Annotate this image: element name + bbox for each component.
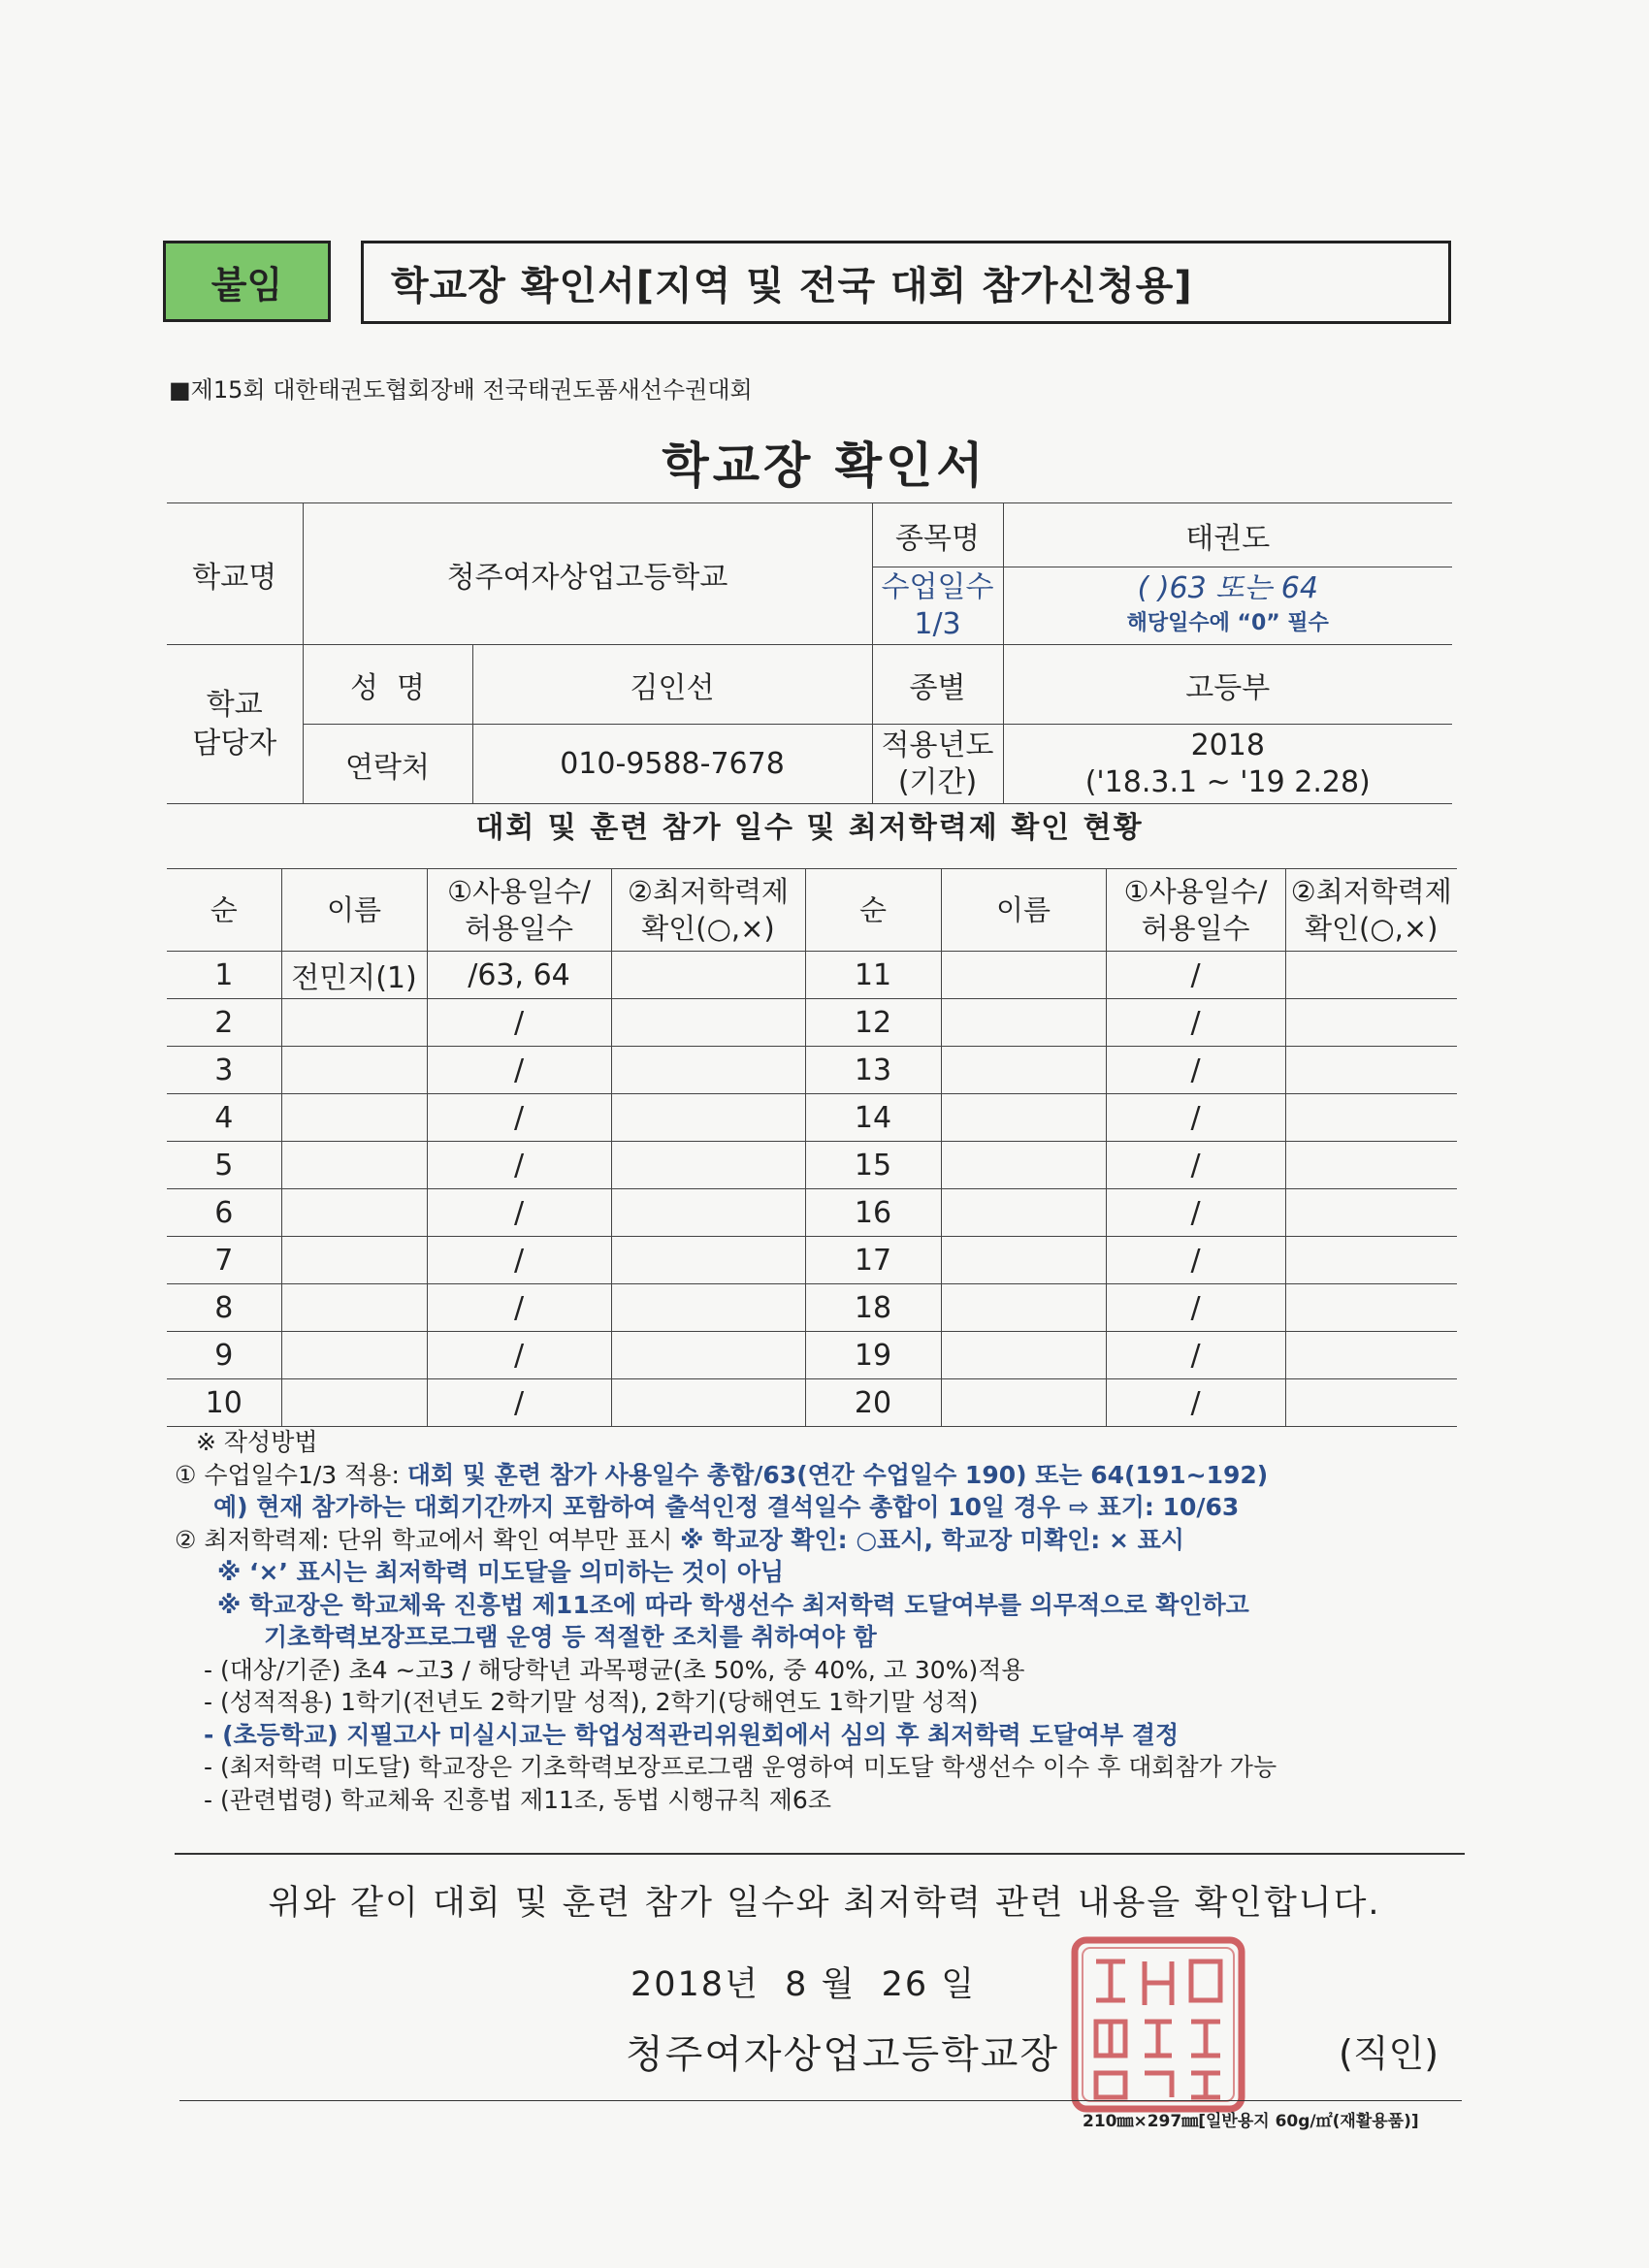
row-name [281,1379,427,1427]
row-no: 9 [167,1332,281,1379]
note-2 [175,1524,1277,1557]
header-check-right [1285,869,1457,952]
row-check [611,1332,805,1379]
row-check [611,1142,805,1189]
row-days-right: / [1106,1379,1285,1427]
row-days-right: / [1106,1094,1285,1142]
header-no-right: 순 [805,869,941,952]
header-days-right [1106,869,1285,952]
division-value: 고등부 [1003,645,1452,725]
note-6: - (대상/기준) 초4 ~고3 / 해당학년 과목평균(초 50%, 중 40%, 고 30%)적용 [204,1655,1025,1684]
row-name-right [941,1379,1106,1427]
row-name: 전민지(1) [281,952,427,999]
row-no-right: 19 [805,1332,941,1379]
table-row [167,952,1457,999]
name-label: 성 명 [303,645,472,725]
status-title: 대회 및 훈련 참가 일수 및 최저학력제 확인 현황 [475,811,1144,845]
row-days-right: / [1106,1237,1285,1284]
row-name-right [941,1189,1106,1237]
note-1-prefix: ① 수업일수1/3 적용: [175,1460,407,1489]
row-check-right [1285,1237,1457,1284]
note-1 [175,1459,1277,1492]
principal-name: 청주여자상업고등학교장 [626,2032,1060,2077]
signature-date: 2018년 8 월 26 일 [630,1965,977,2004]
header-days-right-line2: 허용일수 [1141,912,1250,945]
table-row [167,1047,1457,1094]
table-row [167,1284,1457,1332]
days-value: ( )63 또는 64 [1137,570,1318,605]
year-value: 2018 [1190,728,1265,762]
row-no-right: 14 [805,1094,941,1142]
year-label-line1: 적용년도 [881,728,994,762]
header-name: 이름 [281,869,427,952]
note-3: ※ ‘×’ 표시는 최저학력 미도달을 의미하는 것이 아님 [217,1558,785,1586]
header-days [427,869,611,952]
row-days-right: / [1106,999,1285,1047]
row-no-right: 13 [805,1047,941,1094]
row-name [281,1189,427,1237]
row-days-right: / [1106,1047,1285,1094]
paper-spec: 210㎜×297㎜[일반용지 60g/㎡(재활용품)] [1083,2112,1419,2131]
row-name [281,1332,427,1379]
row-days: / [427,1332,611,1379]
row-name [281,1284,427,1332]
days-label-line1: 수업일수 [881,569,994,604]
row-days: / [427,1379,611,1427]
table-row [167,1379,1457,1427]
footer-divider [179,2100,1462,2101]
note-2-prefix: ② 최저학력제: 단위 학교에서 확인 여부만 표시 [175,1525,681,1554]
row-check [611,1189,805,1237]
row-check-right [1285,1379,1457,1427]
phone-value: 010-9588-7678 [472,725,872,804]
note-1-detail: 대회 및 훈련 참가 사용일수 총합/63(연간 수업일수 190) 또는 64(191~192) [406,1460,1269,1489]
year-label [872,725,1003,804]
row-no: 2 [167,999,281,1047]
row-check-right [1285,1094,1457,1142]
school-name-value: 청주여자상업고등학교 [303,503,872,645]
header-days-line2: 허용일수 [464,912,574,945]
days-label [872,567,1003,645]
days-value-cell [1003,567,1452,645]
row-check-right [1285,1284,1457,1332]
contact-label-line1: 학교 [206,687,263,722]
table-row [167,1094,1457,1142]
table-row [167,999,1457,1047]
period-value: ('18.3.1 ~ '19 2.28) [1084,764,1371,799]
table-row [167,1189,1457,1237]
row-days: / [427,1237,611,1284]
row-check-right [1285,1189,1457,1237]
row-no: 7 [167,1237,281,1284]
contact-label-line2: 담당자 [192,726,277,761]
row-no-right: 17 [805,1237,941,1284]
division-label: 종별 [872,645,1003,725]
form-title: 학교장 확인서 [662,437,987,494]
row-name-right [941,1142,1106,1189]
header-check-line2: 확인(○,×) [641,912,775,945]
row-no: 3 [167,1047,281,1094]
event-line: ■제15회 대한태권도협회장배 전국태권도품새선수권대회 [169,376,753,404]
confirmation-statement: 위와 같이 대회 및 훈련 참가 일수와 최저학력 관련 내용을 확인합니다. [268,1884,1381,1923]
row-name [281,1047,427,1094]
event-label: 종목명 [872,503,1003,567]
row-days: / [427,1284,611,1332]
header-check-line1: ②최저학력제 [627,875,790,908]
note-10: - (관련법령) 학교체육 진흥법 제11조, 동법 시행규칙 제6조 [204,1785,831,1814]
row-check [611,952,805,999]
row-check [611,1284,805,1332]
notes-divider [175,1853,1465,1855]
days-note: 해당일수에 “0” 필수 [1126,610,1329,635]
row-days-right: / [1106,1142,1285,1189]
header-days-right-line1: ①사용일수/ [1123,875,1268,908]
row-check-right [1285,1142,1457,1189]
row-name-right [941,1332,1106,1379]
row-days: / [427,1047,611,1094]
row-days-right: / [1106,952,1285,999]
row-no: 5 [167,1142,281,1189]
table-header-row [167,869,1457,952]
notes-heading: ※ 작성방법 [196,1428,318,1456]
header-check-right-line1: ②최저학력제 [1290,875,1452,908]
document-heading-box [361,241,1451,324]
row-days: / [427,1094,611,1142]
row-no-right: 12 [805,999,941,1047]
year-value-cell [1003,725,1452,804]
row-no-right: 16 [805,1189,941,1237]
note-8: - (초등학교) 지필고사 미실시교는 학업성적관리위원회에서 심의 후 최저학력 도달여부 결정 [204,1720,1180,1749]
row-days: / [427,999,611,1047]
row-no-right: 11 [805,952,941,999]
header-no: 순 [167,869,281,952]
header-check-right-line2: 확인(○,×) [1305,912,1439,945]
row-check [611,1379,805,1427]
row-check [611,1094,805,1142]
info-table [167,502,1452,804]
note-7: - (성적적용) 1학기(전년도 2학기말 성적), 2학기(당해연도 1학기말 성적) [204,1688,979,1716]
row-check-right [1285,1332,1457,1379]
row-days-right: / [1106,1189,1285,1237]
row-days-right: / [1106,1332,1285,1379]
row-name [281,1237,427,1284]
school-seal-stamp [1067,1932,1249,2117]
row-name-right [941,1237,1106,1284]
row-no: 6 [167,1189,281,1237]
table-row [167,1332,1457,1379]
row-no: 4 [167,1094,281,1142]
row-no: 1 [167,952,281,999]
seal-label: (직인) [1339,2032,1439,2075]
note-2-detail: ※ 학교장 확인: ○표시, 학교장 미확인: × 표시 [680,1525,1184,1554]
row-check-right [1285,952,1457,999]
note-4: ※ 학교장은 학교체육 진흥법 제11조에 따라 학생선수 최저학력 도달여부를 의무적으로 확인하고 [217,1590,1249,1619]
row-name [281,999,427,1047]
row-no-right: 20 [805,1379,941,1427]
row-check [611,999,805,1047]
table-row [167,1237,1457,1284]
note-9: - (최저학력 미도달) 학교장은 기초학력보장프로그램 운영하여 미도달 학생선수 이수 후 대회참가 가능 [204,1753,1277,1781]
row-name-right [941,1094,1106,1142]
school-name-label: 학교명 [167,503,303,645]
row-name-right [941,1284,1106,1332]
row-check [611,1047,805,1094]
days-label-line2: 1/3 [914,606,961,641]
row-days: / [427,1142,611,1189]
row-no: 10 [167,1379,281,1427]
row-name [281,1094,427,1142]
row-name [281,1142,427,1189]
row-check-right [1285,999,1457,1047]
row-days-right: / [1106,1284,1285,1332]
row-days: /63, 64 [427,952,611,999]
row-no-right: 18 [805,1284,941,1332]
contact-label [167,645,303,804]
header-days-line1: ①사용일수/ [447,875,591,908]
row-no-right: 15 [805,1142,941,1189]
event-value: 태권도 [1003,503,1452,567]
document-heading: 학교장 확인서[지역 및 전국 대회 참가신청용] [391,263,1193,308]
header-name-right: 이름 [941,869,1106,952]
note-5: 기초학력보장프로그램 운영 등 적절한 조치를 취하여야 함 [264,1623,877,1651]
row-check-right [1285,1047,1457,1094]
row-name-right [941,999,1106,1047]
participation-table [167,868,1457,1427]
name-value: 김인선 [472,645,872,725]
row-name-right [941,952,1106,999]
note-1-example: 예) 현재 참가하는 대회기간까지 포함하여 출석인정 결석일수 총합이 10일 경우 ⇨ 표기: 10/63 [213,1493,1240,1521]
row-check [611,1237,805,1284]
row-days: / [427,1189,611,1237]
row-name-right [941,1047,1106,1094]
header-check [611,869,805,952]
year-label-line2: (기간) [897,764,978,799]
phone-label: 연락처 [303,725,472,804]
row-no: 8 [167,1284,281,1332]
attachment-tag: 붙임 [163,241,331,322]
table-row [167,1142,1457,1189]
instructions [175,1426,1277,1816]
